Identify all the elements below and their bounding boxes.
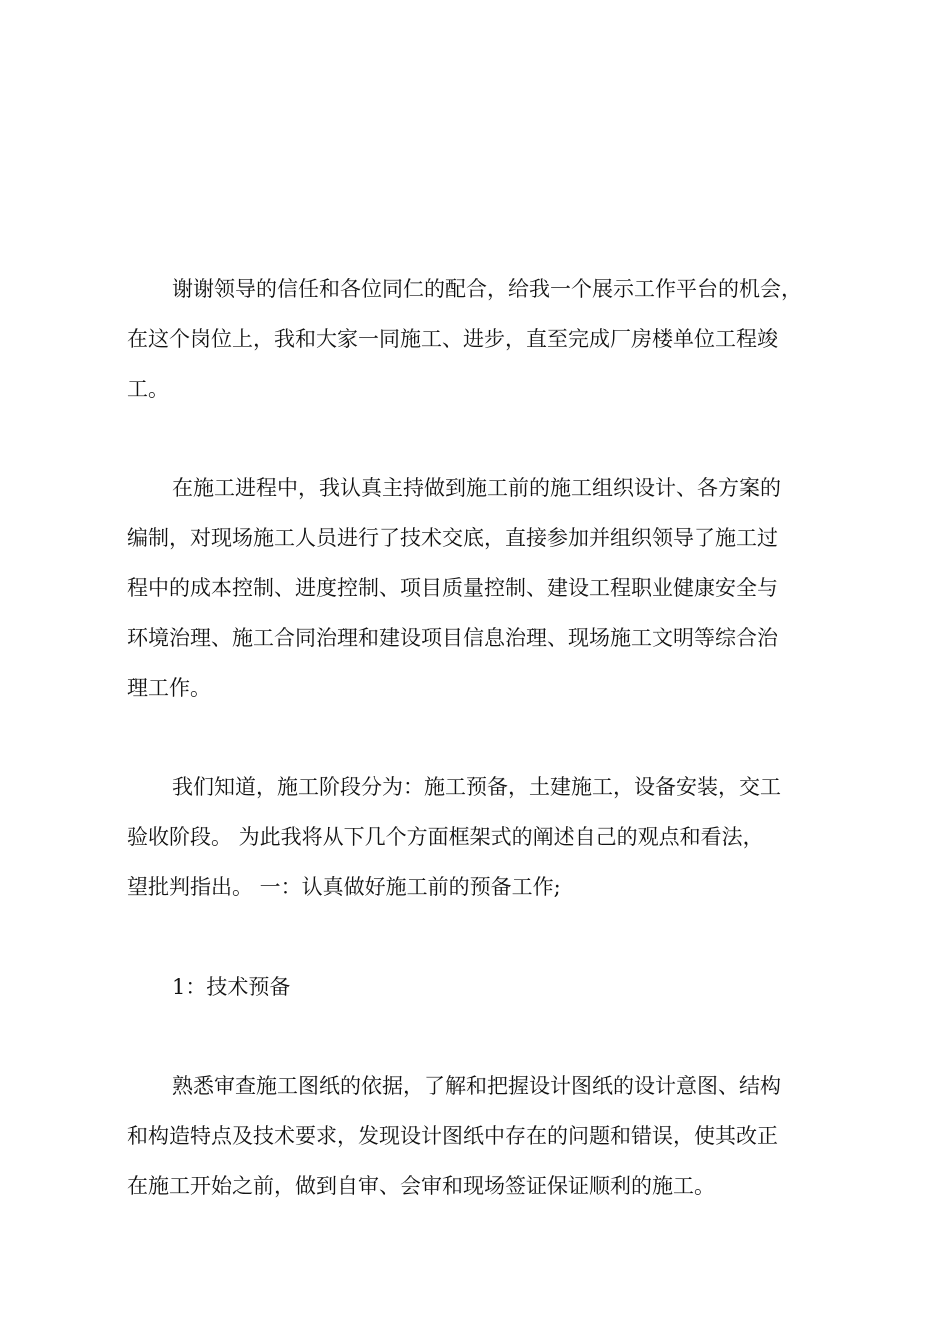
paragraph-2-line-2: 编制，对现场施工人员进行了技术交底，直接参加并组织领导了施工过 xyxy=(127,526,778,550)
paragraph-1-line-2: 在这个岗位上，我和大家一同施工、进步，直至完成厂房楼单位工程竣 xyxy=(127,327,778,351)
paragraph-2-line-5: 理工作。 xyxy=(127,676,211,700)
paragraph-5-line-2: 和构造特点及技术要求，发现设计图纸中存在的问题和错误，使其改正 xyxy=(127,1124,778,1148)
paragraph-2-line-1: 在施工进程中，我认真主持做到施工前的施工组织设计、各方案的 xyxy=(172,476,781,500)
section-heading-technical-preparation: 1：技术预备 xyxy=(172,975,291,999)
paragraph-3-line-1: 我们知道，施工阶段分为：施工预备，土建施工，设备安装，交工 xyxy=(172,775,781,799)
paragraph-2-line-3: 程中的成本控制、进度控制、项目质量控制、建设工程职业健康安全与 xyxy=(127,576,778,600)
paragraph-1-line-3: 工。 xyxy=(127,377,169,401)
paragraph-2-line-4: 环境治理、施工合同治理和建设项目信息治理、现场施工文明等综合治 xyxy=(127,626,778,650)
paragraph-1-line-1: 谢谢领导的信任和各位同仁的配合，给我一个展示工作平台的机会， xyxy=(172,277,802,301)
paragraph-3-line-2: 验收阶段。 为此我将从下几个方面框架式的阐述自己的观点和看法， xyxy=(127,825,764,849)
paragraph-5-line-1: 熟悉审查施工图纸的依据，了解和把握设计图纸的设计意图、结构 xyxy=(172,1074,781,1098)
paragraph-5-line-3: 在施工开始之前，做到自审、会审和现场签证保证顺利的施工。 xyxy=(127,1174,715,1198)
paragraph-3-line-3: 望批判指出。 一：认真做好施工前的预备工作; xyxy=(127,875,561,899)
